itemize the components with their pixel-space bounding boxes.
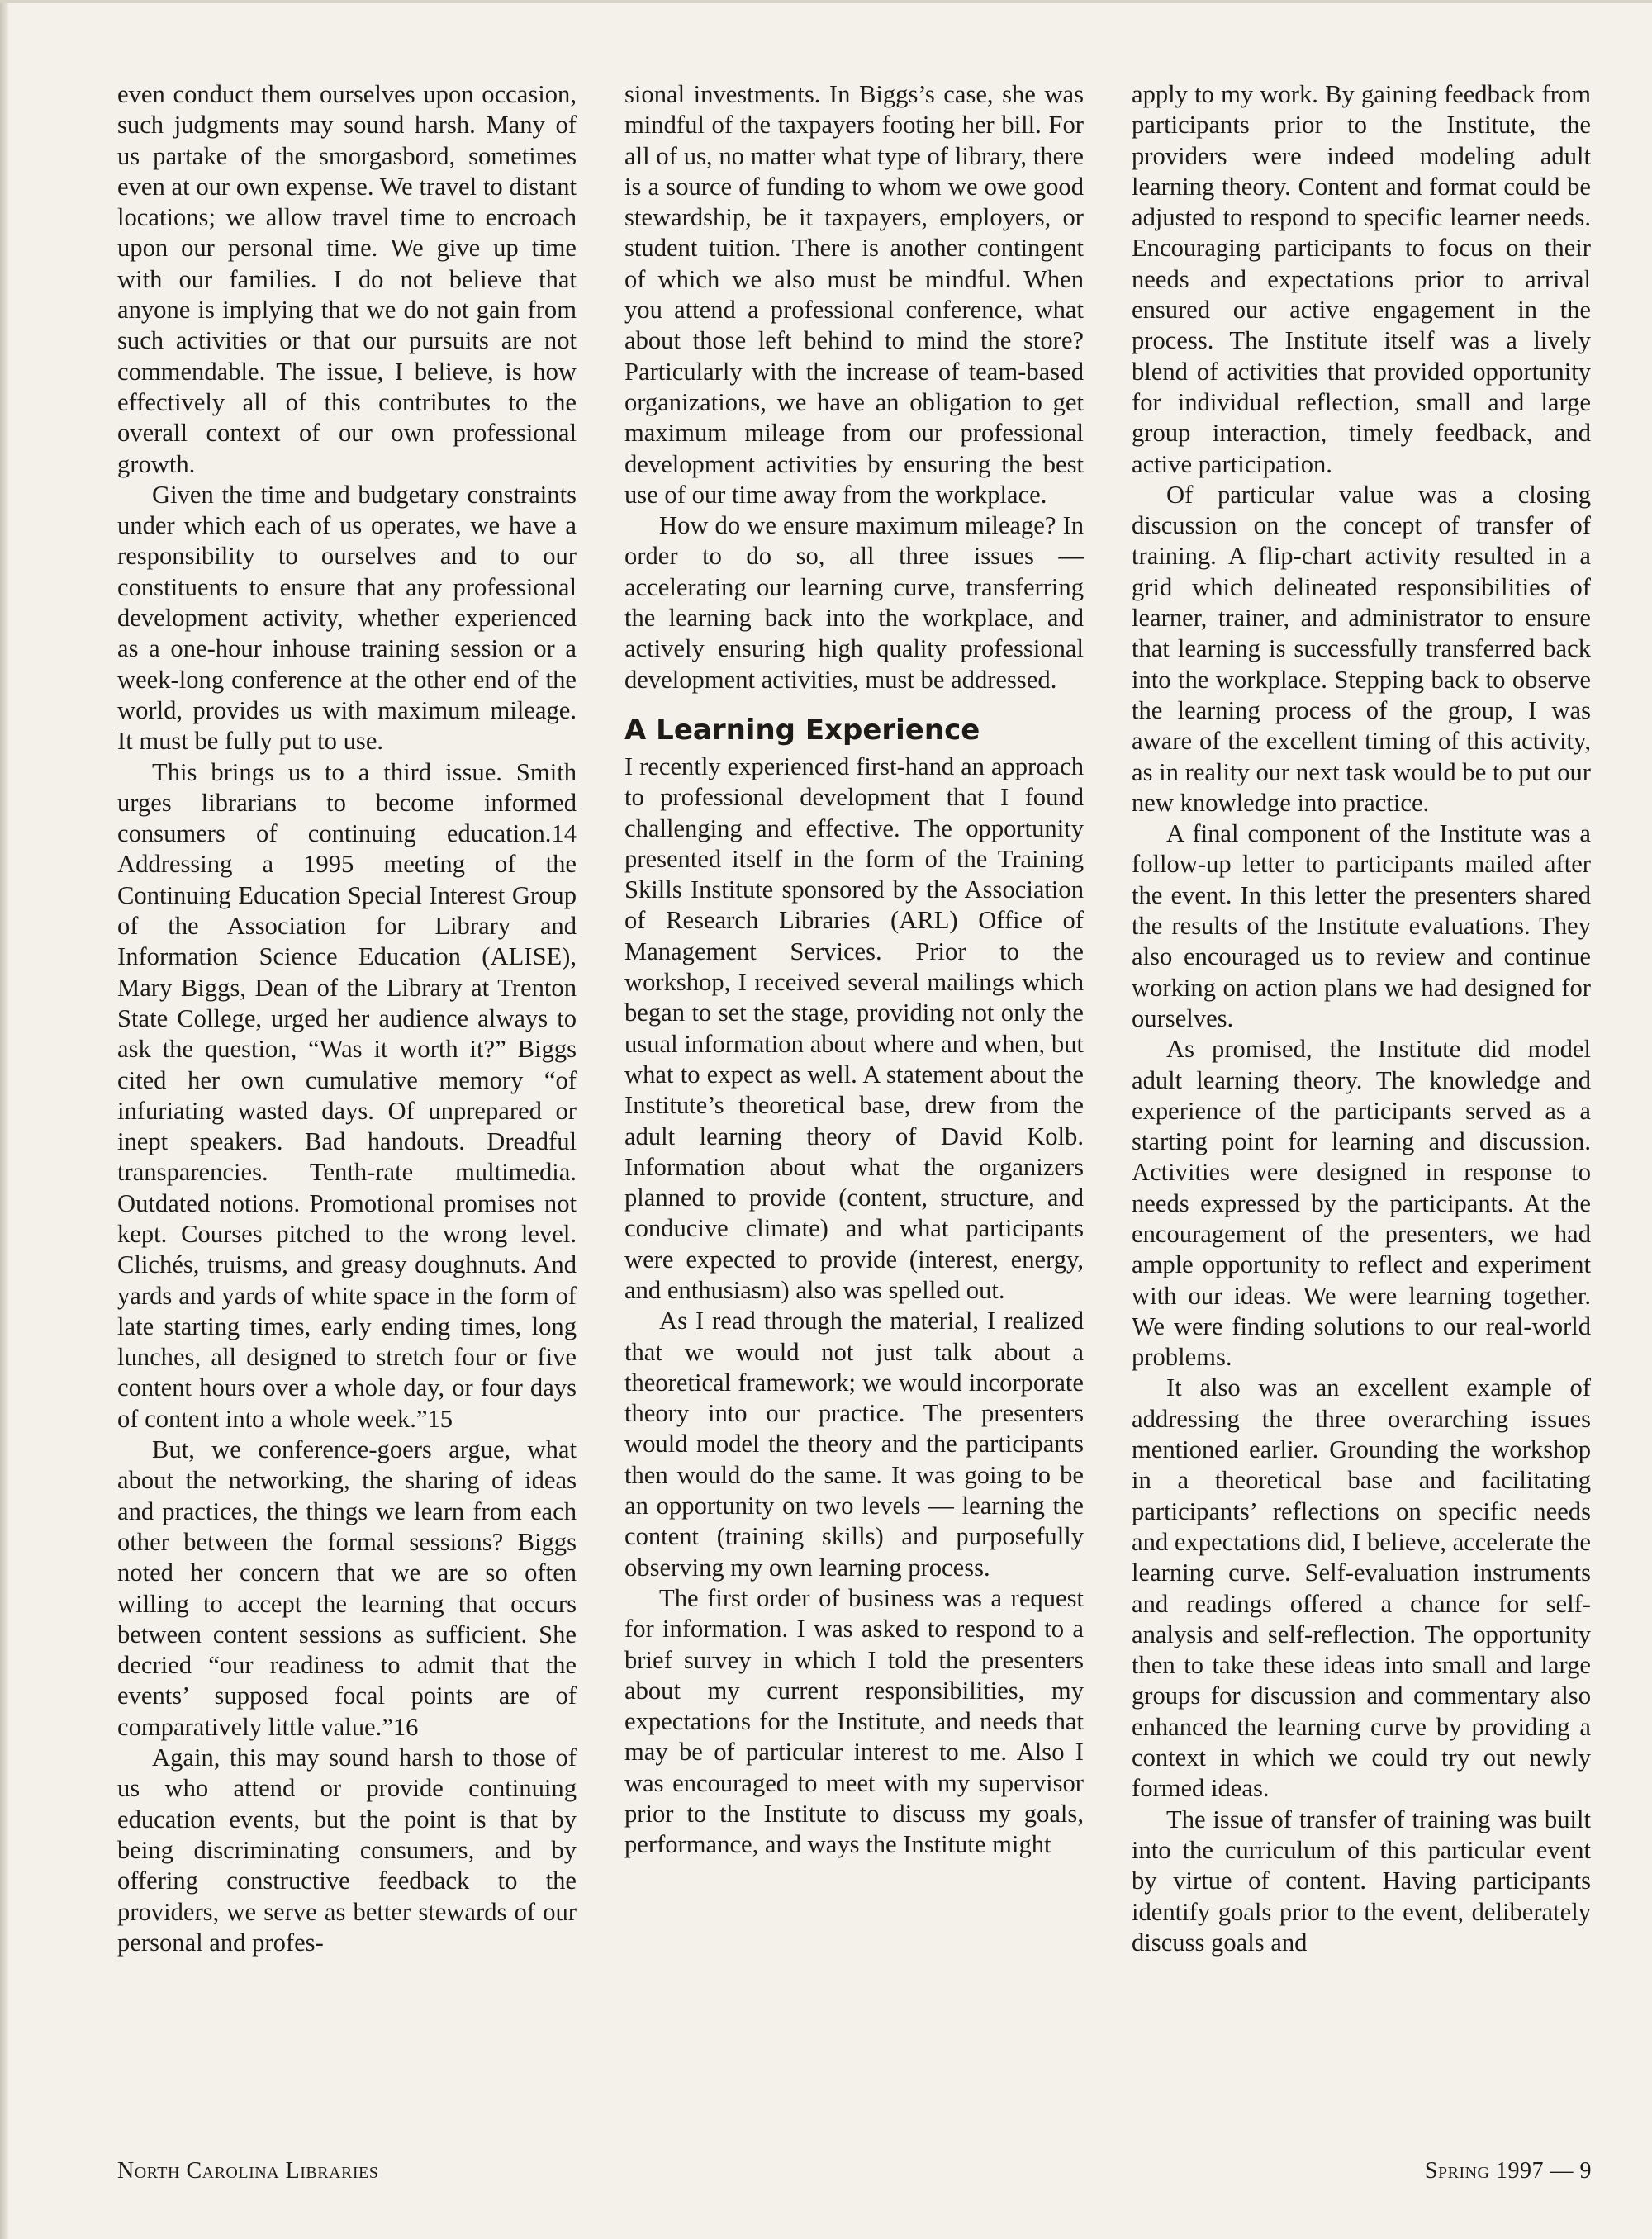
paragraph: The first order of business was a request for information. I was asked to respond to a brief survey in which I told the presenters about my current responsibilities, my expectations for the Institute, and needs that may be of particular interest to me. Also I was encouraged to meet with my supervisor prior to the Institute to discuss my goals, performance, and ways the Institute might [624, 1583, 1084, 1859]
top-rule [0, 0, 1652, 3]
paragraph: But, we conference-goers argue, what about the networking, the sharing of ideas and practices, the things we learn from each other between the formal sessions? Biggs noted her concern that we are so often willing to accept the learning that occurs between content sessions as sufficient. She decried “our readiness to admit that the events’ supposed focal points are of comparatively little value.”16 [117, 1435, 577, 1741]
journal-name: North Carolina Libraries [117, 2158, 379, 2184]
paragraph: even conduct them ourselves upon occasion, such judgments may sound harsh. Many of us partake of the smorgasbord, sometimes even at our own expense. We travel to distant locations; we allow travel time to encroach upon our personal time. We give up time with our families. I do not believe that anyone is implying that we do not gain from such activities or that our pursuits are not commendable. The issue, I believe, is how effectively all of this contributes to the overall context of our own professional growth. [117, 80, 577, 478]
paragraph: sional investments. In Biggs’s case, she was mindful of the taxpayers footing her bill. For all of us, no matter what type of library, there is a source of funding to whom we owe good stewardship, be it taxpayers, employers, or student tuition. There is another contingent of which we also must be mindful. When you attend a professional conference, what about those left behind to mind the store? Particularly with the increase of team-based organizations, we have an obligation to get maximum mileage from our professional development activities by ensuring the best use of our time away from the workplace. [624, 80, 1084, 509]
column-3 [1132, 79, 1591, 2129]
paragraph: I recently experienced first-hand an approach to professional development that I found challenging and effective. The opportunity presented itself in the form of the Training Skills Institute sponsored by the Association of Research Libraries (ARL) Office of Management Services. Prior to the workshop, I received several mailings which began to set the stage, providing not only the usual information about where and when, but what to expect as well. A statement about the Institute’s theoretical base, drew from the adult learning theory of David Kolb. Information about what the organizers planned to provide (content, structure, and conducive climate) and what participants were expected to provide (interest, energy, and enthusiasm) also was spelled out. [624, 752, 1084, 1304]
paragraph: The issue of transfer of training was built into the curriculum of this particular event by virtue of content. Having participants identify goals prior to the event, deliberately discuss goals and [1132, 1805, 1591, 1957]
issue-and-page-number: Spring 1997 — 9 [1424, 2158, 1592, 2184]
paragraph: As I read through the material, I realized that we would not just talk about a theoretical framework; we would incorporate theory into our practice. The presenters would model the theory and the participants then would do the same. It was going to be an opportunity on two levels — learning the content (training skills) and purposefully observing my own learning process. [624, 1307, 1084, 1582]
page-footer [117, 2158, 1592, 2191]
paragraph: Again, this may sound harsh to those of us who attend or provide continuing education events, but the point is that by being discriminating consumers, and by offering constructive feedback to the providers, we serve as better stewards of our personal and profes- [117, 1743, 577, 1957]
paragraph: This brings us to a third issue. Smith urges librarians to become informed consumers of continuing education.14 Addressing a 1995 meeting of the Continuing Education Special Interest Group of the Association for Library and Information Science Education (ALISE), Mary Biggs, Dean of the Library at Trenton State College, urged her audience always to ask the question, “Was it worth it?” Biggs cited her own cumulative memory “of infuriating wasted days. Of unprepared or inept speakers. Bad handouts. Dreadful transparencies. Tenth-rate multimedia. Outdated notions. Promotional promises not kept. Courses pitched to the wrong level. Clichés, truisms, and greasy doughnuts. And yards and yards of white space in the form of late starting times, early ending times, long lunches, all designed to stretch four or five content hours over a whole day, or four days of content into a whole week.”15 [117, 757, 577, 1433]
page-edge [0, 0, 8, 2239]
article-body [117, 79, 1592, 2129]
paragraph: A final component of the Institute was a follow-up letter to participants mailed after the event. In this letter the presenters shared the results of the Institute evaluations. They also encouraged us to review and continue working on action plans we had designed for ourselves. [1132, 819, 1591, 1032]
paragraph: As promised, the Institute did model adult learning theory. The knowledge and experience of the participants served as a starting point for learning and discussion. Activities were designed in response to needs expressed by the participants. At the encouragement of the presenters, we had ample opportunity to reflect and experiment with our ideas. We were learning together. We were finding solutions to our real-world problems. [1132, 1035, 1591, 1372]
paragraph: Of particular value was a closing discussion on the concept of transfer of training. A flip-chart activity resulted in a grid which delineated responsibilities of learner, trainer, and administrator to ensure that learning is successfully transferred back into the workplace. Stepping back to observe the learning process of the group, I was aware of the excellent timing of this activity, as in reality our next task would be to put our new knowledge into practice. [1132, 480, 1591, 817]
section-heading: A Learning Experience [624, 713, 980, 747]
column-1 [117, 79, 577, 2129]
paragraph: Given the time and budgetary constraints under which each of us operates, we have a responsibility to ourselves and to our constituents to ensure that any professional development activity, whether experienced as a one-hour inhouse training session or a week-long conference at the other end of the world, provides us with maximum mileage. It must be fully put to use. [117, 480, 577, 756]
paragraph: apply to my work. By gaining feedback from participants prior to the Institute, the providers were indeed modeling adult learning theory. Content and format could be adjusted to respond to specific learner needs. Encouraging participants to focus on their needs and expectations prior to arrival ensured our active engagement in the process. The Institute itself was a lively blend of activities that provided opportunity for individual reflection, small and large group interaction, timely feedback, and active participation. [1132, 80, 1591, 478]
paragraph: It also was an excellent example of addressing the three overarching issues mentioned earlier. Grounding the workshop in a theoretical base and facilitating participants’ reflections on specific needs and expectations did, I believe, accelerate the learning curve. Self-evaluation instruments and readings offered a chance for self-analysis and self-reflection. The opportunity then to take these ideas into small and large groups for discussion and commentary also enhanced the learning curve by providing a context in which we could try out newly formed ideas. [1132, 1373, 1591, 1803]
paragraph: How do we ensure maximum mileage? In order to do so, all three issues — accelerating our learning curve, transferring the learning back into the workplace, and actively ensuring high quality professional development activities, must be addressed. [624, 511, 1084, 694]
column-2 [624, 79, 1084, 2129]
